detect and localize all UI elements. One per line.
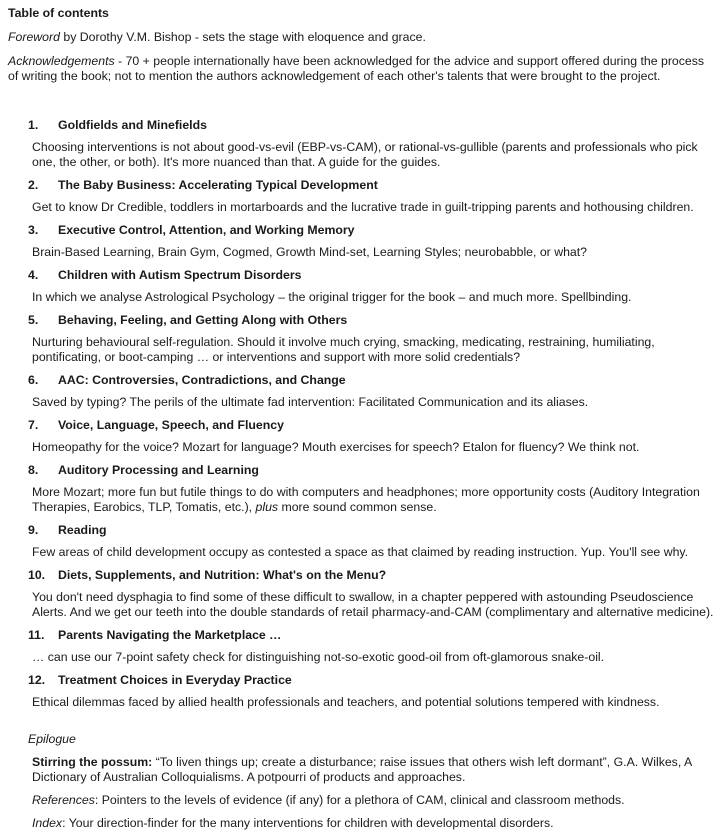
- chapter-description-text: Homeopathy for the voice? Mozart for language? Mouth exercises for speech? Etalon for fluency? We think not.: [32, 440, 640, 454]
- chapter-title: Parents Navigating the Marketplace …: [58, 628, 282, 642]
- chapter-description: [32, 695, 715, 710]
- chapter-item: [8, 628, 715, 665]
- foreword-label: Foreword: [8, 30, 60, 44]
- stirring-text: “To liven things up; create a disturbance; raise issues that others wish left dormant”, G.A. Wilkes, A Dictionary of Australian Colloquialisms. A potpourri of products and approaches.: [32, 755, 692, 784]
- chapter-description: [32, 545, 715, 560]
- chapter-description-text: Choosing interventions is not about good-vs-evil (EBP-vs-CAM), or rational-vs-gullible (parents and professionals who pick one, the other, or both). It's more nuanced than that. A guide for the guides.: [32, 140, 698, 169]
- chapter-description: [32, 590, 715, 620]
- chapter-heading: [28, 523, 715, 538]
- chapter-description-text: … can use our 7-point safety check for distinguishing not-so-exotic good-oil from oft-glamorous snake-oil.: [32, 650, 605, 664]
- chapter-title: Treatment Choices in Everyday Practice: [58, 673, 292, 687]
- chapter-number: 6.: [28, 373, 39, 387]
- epilogue-section: [8, 732, 715, 831]
- chapter-description-tail: more sound common sense.: [278, 500, 437, 514]
- chapter-heading: [28, 418, 715, 433]
- chapter-item: [8, 463, 715, 515]
- chapter-item: [8, 313, 715, 365]
- chapter-number: 4.: [28, 268, 39, 282]
- chapter-title: Voice, Language, Speech, and Fluency: [58, 418, 284, 432]
- chapter-item: [8, 418, 715, 455]
- chapter-description: [32, 485, 715, 515]
- chapter-description-text: Nurturing behavioural self-regulation. Should it involve much crying, smacking, medicating, restraining, humiliating, pontificating, or boot-camping … or interventions and support with more solid credentials?: [32, 335, 655, 364]
- foreword-entry: [8, 30, 715, 45]
- stirring-label: Stirring the possum:: [32, 755, 153, 769]
- chapter-item: [8, 523, 715, 560]
- chapter-description: [32, 290, 715, 305]
- chapter-description-text: In which we analyse Astrological Psychology – the original trigger for the book – and much more. Spellbinding.: [32, 290, 632, 304]
- front-matter: [8, 30, 715, 84]
- chapter-number: 12.: [28, 673, 46, 687]
- chapter-number: 9.: [28, 523, 39, 537]
- chapter-item: [8, 118, 715, 170]
- chapter-description-text: More Mozart; more fun but futile things to do with computers and headphones; more opportunity costs (Auditory Integration Therapies, Earobics, TLP, Tomatis, etc.),: [32, 485, 700, 514]
- chapter-title: Children with Autism Spectrum Disorders: [58, 268, 302, 282]
- chapter-number: 11.: [28, 628, 45, 642]
- chapter-item: [8, 568, 715, 620]
- chapter-number: 8.: [28, 463, 39, 477]
- chapter-title: AAC: Controversies, Contradictions, and Change: [58, 373, 346, 387]
- chapter-heading: [28, 268, 715, 283]
- chapter-heading: [28, 568, 715, 583]
- chapter-heading: [28, 178, 715, 193]
- chapter-item: [8, 268, 715, 305]
- chapter-heading: [28, 313, 715, 328]
- acknowledgements-label: Acknowledgements: [8, 54, 115, 68]
- index-label: Index: [32, 816, 63, 830]
- chapter-heading: [28, 628, 715, 643]
- chapter-heading: [28, 373, 715, 388]
- chapter-title: Executive Control, Attention, and Working Memory: [58, 223, 355, 237]
- chapter-title: Reading: [58, 523, 107, 537]
- foreword-text: by Dorothy V.M. Bishop - sets the stage with eloquence and grace.: [59, 30, 426, 44]
- epilogue-stirring: [32, 755, 715, 785]
- chapter-description-text: Few areas of child development occupy as contested a space as that claimed by reading instruction. Yup. You'll see why.: [32, 545, 689, 559]
- chapter-heading: [28, 223, 715, 238]
- chapter-title: Behaving, Feeling, and Getting Along with Others: [58, 313, 348, 327]
- chapter-heading: [28, 118, 715, 133]
- index-text: : Your direction-finder for the many interventions for children with developmental disorders.: [62, 816, 554, 830]
- chapter-description: [32, 395, 715, 410]
- chapter-description: [32, 440, 715, 455]
- chapter-number: 3.: [28, 223, 39, 237]
- chapter-description-emphasis: plus: [255, 500, 279, 514]
- chapter-number: 10.: [28, 568, 46, 582]
- chapter-title: Diets, Supplements, and Nutrition: What's on the Menu?: [58, 568, 387, 582]
- chapter-description: [32, 245, 715, 260]
- chapter-title: Goldfields and Minefields: [58, 118, 207, 132]
- epilogue-index: [32, 816, 715, 831]
- chapter-title: Auditory Processing and Learning: [58, 463, 259, 477]
- chapter-description-text: Saved by typing? The perils of the ultimate fad intervention: Facilitated Communication and its aliases.: [32, 395, 589, 409]
- chapter-heading: [28, 673, 715, 688]
- epilogue-references: [32, 793, 715, 808]
- chapter-title: The Baby Business: Accelerating Typical Development: [58, 178, 378, 192]
- chapter-number: 5.: [28, 313, 39, 327]
- chapter-number: 7.: [28, 418, 39, 432]
- chapter-item: [8, 373, 715, 410]
- epilogue-heading: Epilogue: [28, 732, 76, 746]
- chapter-number: 2.: [28, 178, 39, 192]
- page-title: Table of contents: [8, 6, 109, 20]
- acknowledgements-entry: [8, 54, 715, 84]
- chapter-item: [8, 673, 715, 710]
- references-label: References: [32, 793, 95, 807]
- chapter-item: [8, 223, 715, 260]
- chapter-item: [8, 178, 715, 215]
- references-text: : Pointers to the levels of evidence (if any) for a plethora of CAM, clinical and classroom methods.: [94, 793, 625, 807]
- acknowledgements-text: - 70 + people internationally have been acknowledged for the advice and support offered during the process of writing the book; not to mention the authors acknowledgement of each other's talents that were brought to the project.: [8, 54, 705, 83]
- chapter-heading: [28, 463, 715, 478]
- chapter-description-text: Ethical dilemmas faced by allied health professionals and teachers, and potential solutions tempered with kindness.: [32, 695, 660, 709]
- chapter-description: [32, 650, 715, 665]
- chapter-description: [32, 200, 715, 215]
- chapter-list: [8, 118, 715, 710]
- chapter-description: [32, 140, 715, 170]
- chapter-description-text: Get to know Dr Credible, toddlers in mortarboards and the lucrative trade in guilt-tripping parents and hothousing children.: [32, 200, 694, 214]
- chapter-description-text: Brain-Based Learning, Brain Gym, Cogmed, Growth Mind-set, Learning Styles; neurobabble, or what?: [32, 245, 588, 259]
- chapter-description-text: You don't need dysphagia to find some of these difficult to swallow, in a chapter peppered with astounding Pseudoscience Alerts. And we get our teeth into the double standards of retail pharmacy-and-CAM (complimentary and alternative medicine).: [32, 590, 714, 619]
- chapter-description: [32, 335, 715, 365]
- chapter-number: 1.: [28, 118, 39, 132]
